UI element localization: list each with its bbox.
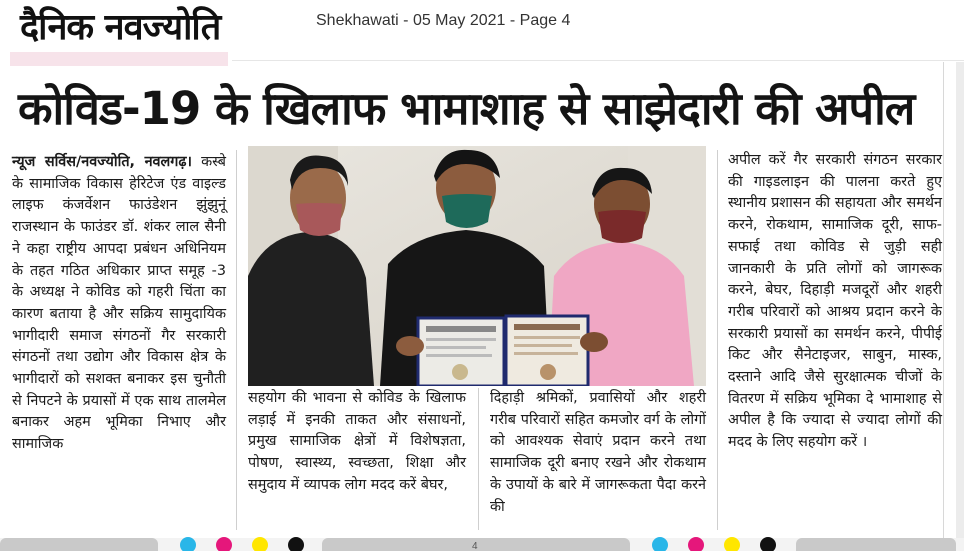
registration-bar [0,538,158,551]
article-column-1 [12,152,226,456]
yellow-registration-icon [724,537,740,551]
newspaper-logo: दैनिक नवज्योति [20,7,221,48]
magenta-registration-icon [688,537,704,551]
article-column-2: सहयोग की भावना से कोविड के खिलाफ लड़ाई में इनकी ताकत और संसाधनों, प्रमुख सामाजिक क्षेत्रों में विशेषज्ञता, पोषण, स्वास्थ्य, स्वच्छता, शिक्षा और समुदाय में व्यापक लोग मदद करें बेघर, [248,390,466,493]
masthead-color-strip [10,52,228,66]
page-edge [956,62,964,538]
black-registration-icon [760,537,776,551]
article-photo [248,146,706,386]
photo-illustration [248,146,706,386]
column-1-text: कस्बे के सामाजिक विकास हेरिटेज एंड वाइल्ड लाइफ कंजर्वेशन फाउंडेशन झुंझुनूं राजस्थान के फाउंडर डॉ. शंकर लाल सैनी ने कहा राष्ट्रीय आपदा प्रबंधन अधिनियम के तहत गठित अधिकार प्राप्त समूह -3 के अध्यक्ष ने कोविड को गहरी चिंता का कारण बताया है और सक्रिय सामुदायिक भागीदारी समाज संगठनों गैर सरकारी संगठनों तथा उद्योग और विकास क्षेत्र के भागीदारों को सशक्त बनाकर इस चुनौती से निपटने के प्रयासों में एक साथ तालमेल बनाकर अहम भूमिका निभाए और सामाजिक [12,154,226,453]
column-divider [236,150,237,530]
edition-info: Shekhawati - 05 May 2021 - Page 4 [316,12,571,29]
certificate-right [506,316,588,386]
cyan-registration-icon [180,537,196,551]
column-divider [717,150,718,530]
article-column-4: अपील करें गैर सरकारी संगठन सरकार की गाइडलाइन की पालना करते हुए स्थानीय प्रशासन की सहायता और समर्थन करने, रोकथाम, सामाजिक दूरी, साफ-सफाई तथा कोविड से जुड़ी सही जानकारी के प्रति लोगों को जागरूक करने, बेघर, दिहाड़ी मजदूरों और शहरी गरीब परिवारों को आश्रय प्रदान करने के सरकारी प्रयासों का समर्थन करने, पीपीई किट और सैनेटाइजर, साबुन, मास्क, दस्ताने आदि जैसे सुरक्षात्मक चीजों के वितरण में सक्रिय भूमिका दे भामाशाह से अपील है कि ज्यादा से ज्यादा लोगों की मदद के लिए सहयोग करें । [728,152,942,451]
cyan-registration-icon [652,537,668,551]
column-divider [478,388,479,530]
top-divider [232,60,964,61]
article-byline: न्यूज सर्विस/नवज्योति, नवलगढ़। [12,154,192,170]
article-column-3: दिहाड़ी श्रमिकों, प्रवासियों और शहरी गरीब परिवारों सहित कमजोर वर्ग के लोगों को आवश्यक सेवाएं प्रदान करने तथा सामाजिक दूरी बनाए रखने और रोकथाम के उपायों के बारे में जागरूकता पैदा करने की [490,390,706,515]
magenta-registration-icon [216,537,232,551]
certificate-left [418,318,504,386]
registration-bar [796,538,956,551]
page-number: 4 [472,541,478,551]
article-headline: कोविड-19 के खिलाफ भामाशाह से साझेदारी की अपील [18,82,915,135]
yellow-registration-icon [252,537,268,551]
black-registration-icon [288,537,304,551]
